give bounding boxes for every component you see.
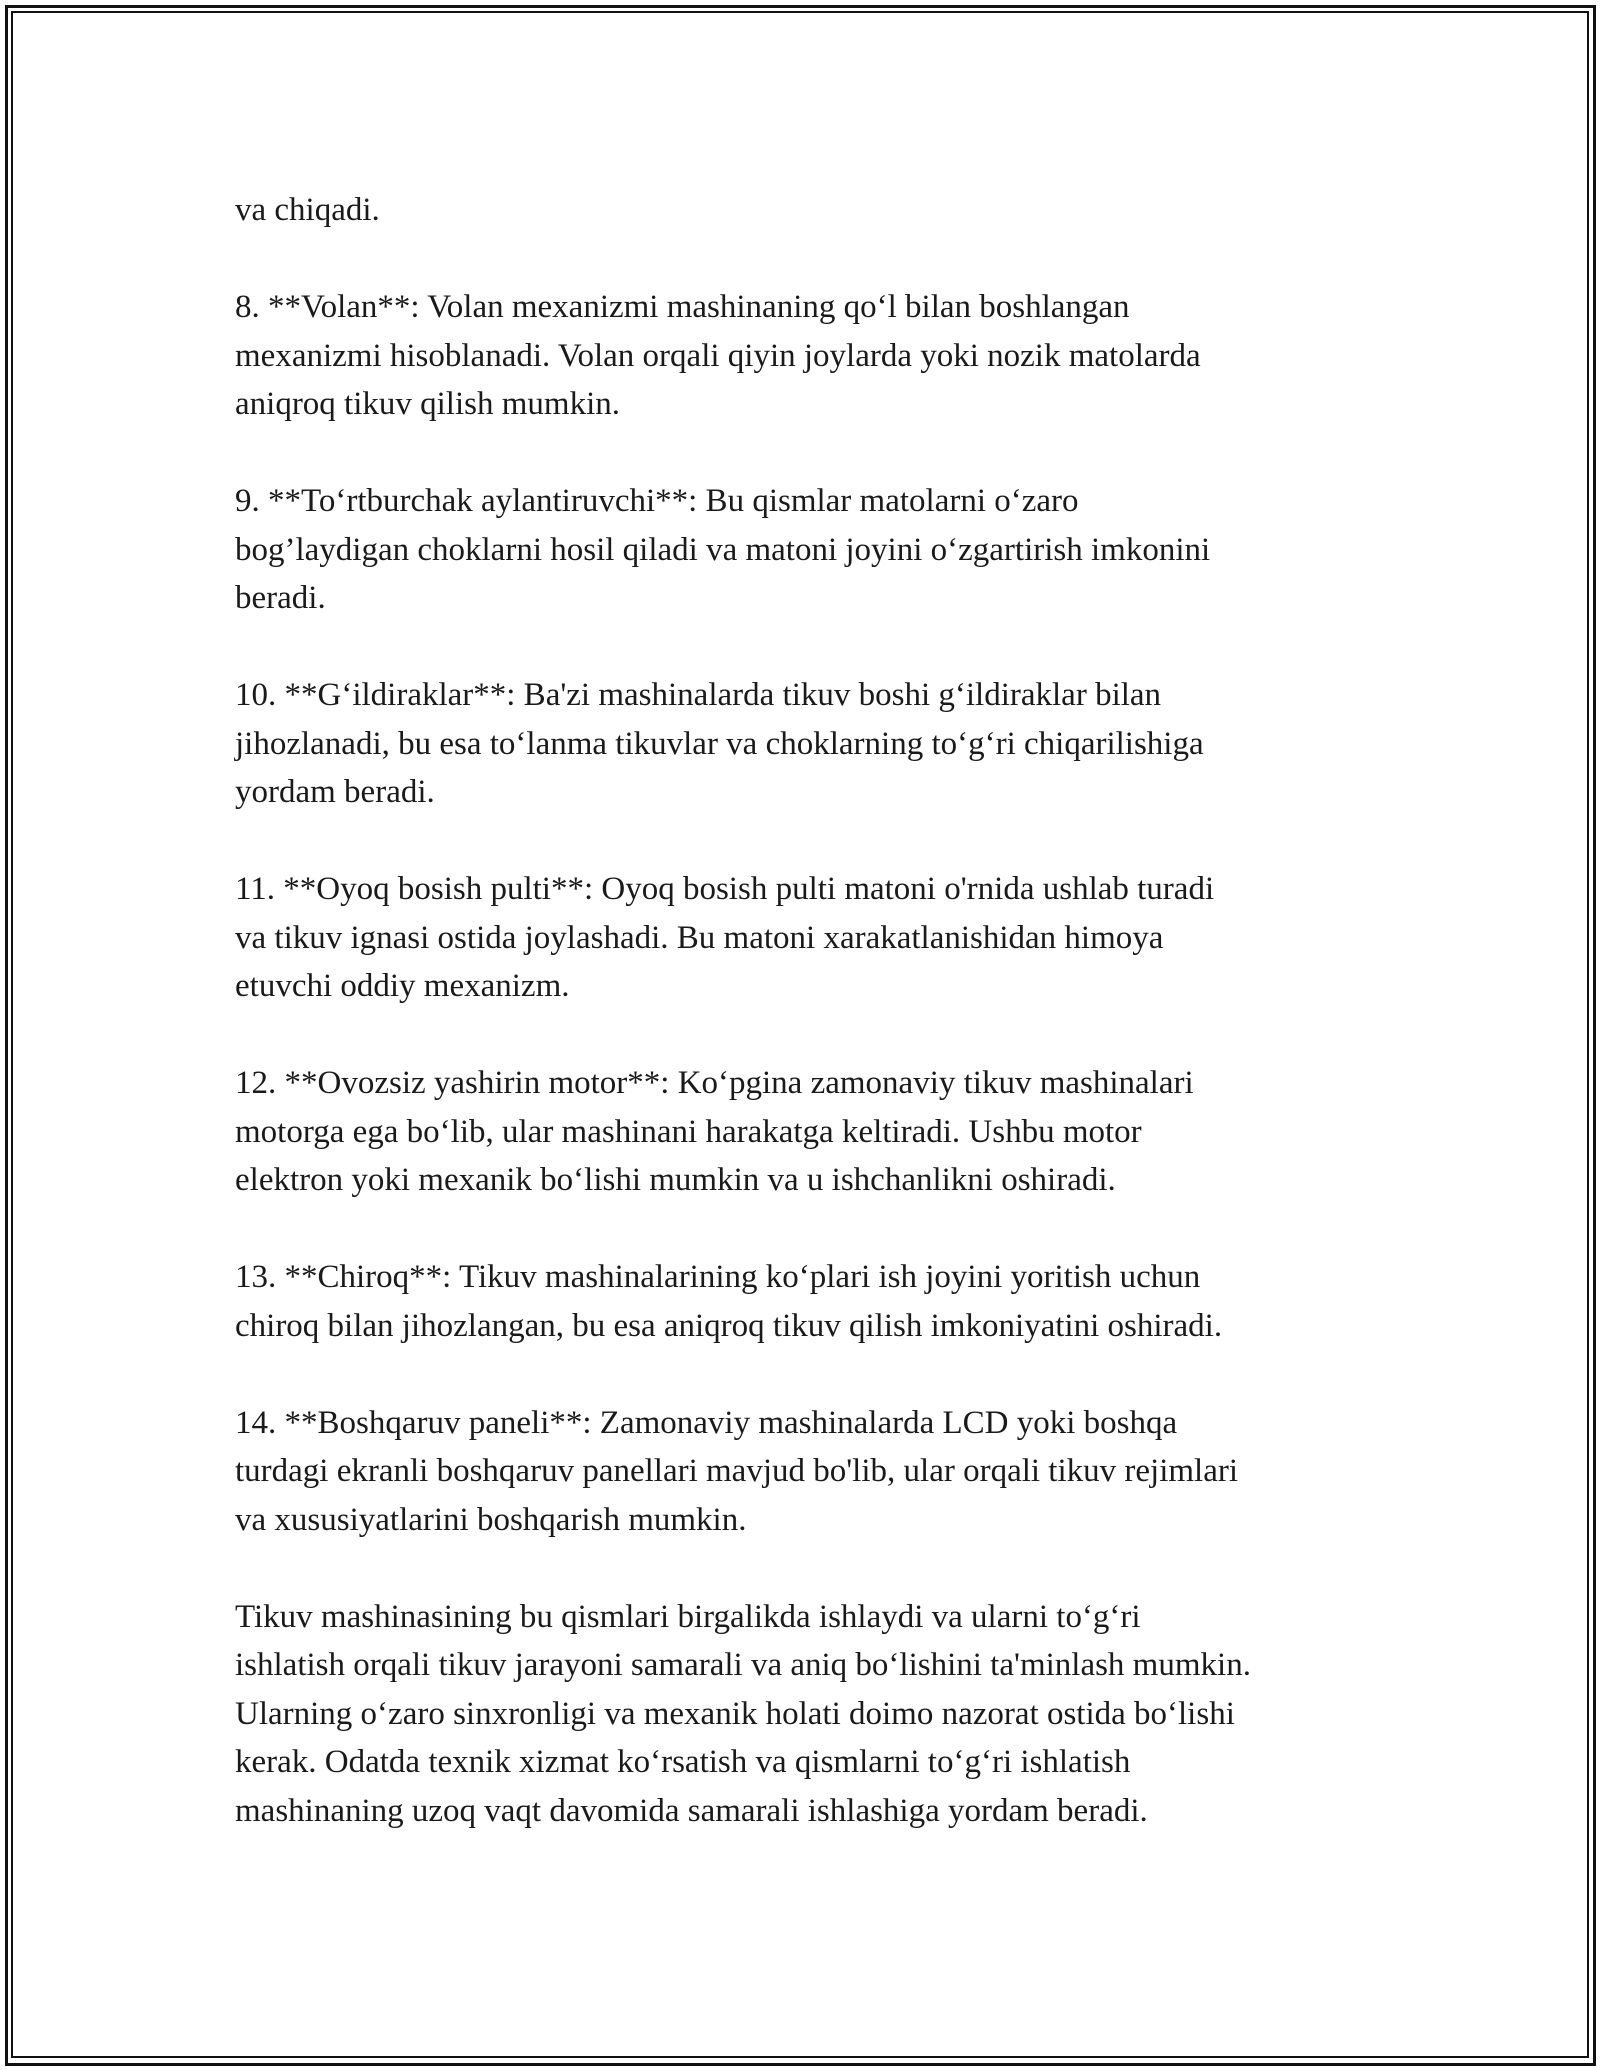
- paragraph-conclusion: [235, 1593, 1385, 1836]
- text-line: bog’laydigan choklarni hosil qiladi va matoni joyini o‘zgartirish imkonini: [235, 531, 1211, 568]
- text-line: jihozlanadi, bu esa to‘lanma tikuvlar va choklarning to‘g‘ri chiqarilishiga: [235, 725, 1204, 762]
- text-line: chiroq bilan jihozlangan, bu esa aniqroq tikuv qilish imkoniyatini oshiradi.: [235, 1307, 1223, 1344]
- paragraph-item-14: [235, 1399, 1385, 1545]
- text-line: etuvchi oddiy mexanizm.: [235, 968, 570, 1004]
- text-line: va tikuv ignasi ostida joylashadi. Bu matoni xarakatlanishidan himoya: [235, 919, 1164, 956]
- text-line: mashinaning uzoq vaqt davomida samarali ishlashiga yordam beradi.: [235, 1792, 1148, 1829]
- text-line: yordam beradi.: [235, 774, 435, 810]
- text-line: beradi.: [235, 580, 326, 616]
- paragraph-item-11: [235, 865, 1385, 1011]
- text-line: 8. **Volan**: Volan mexanizmi mashinaning qo‘l bilan boshlangan: [235, 289, 1130, 325]
- text-line: elektron yoki mexanik bo‘lishi mumkin va u ishchanlikni oshiradi.: [235, 1162, 1116, 1198]
- text-line: 13. **Chiroq**: Tikuv mashinalarining ko‘plari ish joyini yoritish uchun: [235, 1259, 1201, 1295]
- text-line: 9. **To‘rtburchak aylantiruvchi**: Bu qismlar matolarni o‘zaro: [235, 483, 1079, 519]
- document-body: [235, 186, 1385, 1835]
- text-line: 14. **Boshqaruv paneli**: Zamonaviy mashinalarda LCD yoki boshqa: [235, 1404, 1178, 1441]
- text-line: 10. **G‘ildiraklar**: Ba'zi mashinalarda tikuv boshi g‘ildiraklar bilan: [235, 677, 1162, 713]
- text-line: 11. **Oyoq bosish pulti**: Oyoq bosish pulti matoni o'rnida ushlab turadi: [235, 871, 1215, 907]
- text-line: turdagi ekranli boshqaruv panellari mavjud bo'lib, ular orqali tikuv rejimlari: [235, 1453, 1239, 1489]
- text-line: Tikuv mashinasining bu qismlari birgalikda ishlaydi va ularni to‘g‘ri: [235, 1598, 1141, 1635]
- text-line: va chiqadi.: [235, 192, 380, 228]
- text-line: Ularning o‘zaro sinxronligi va mexanik holati doimo nazorat ostida bo‘lishi: [235, 1695, 1235, 1732]
- text-line: 12. **Ovozsiz yashirin motor**: Ko‘pgina zamonaviy tikuv mashinalari: [235, 1065, 1194, 1101]
- paragraph-item-13: [235, 1253, 1385, 1350]
- text-line: mexanizmi hisoblanadi. Volan orqali qiyin joylarda yoki nozik matolarda: [235, 337, 1201, 374]
- text-line: aniqroq tikuv qilish mumkin.: [235, 386, 620, 422]
- paragraph-item-8-volan: [235, 283, 1385, 429]
- paragraph-item-12: [235, 1059, 1385, 1205]
- paragraph-item-10: [235, 671, 1385, 817]
- paragraph-continuation: [235, 186, 1385, 235]
- paragraph-item-9: [235, 477, 1385, 623]
- text-line: motorga ega bo‘lib, ular mashinani harakatga keltiradi. Ushbu motor: [235, 1113, 1142, 1150]
- text-line: ishlatish orqali tikuv jarayoni samarali va aniq bo‘lishini ta'minlash mumkin.: [235, 1647, 1251, 1683]
- text-line: kerak. Odatda texnik xizmat ko‘rsatish va qismlarni to‘g‘ri ishlatish: [235, 1744, 1131, 1780]
- text-line: va xususiyatlarini boshqarish mumkin.: [235, 1501, 747, 1538]
